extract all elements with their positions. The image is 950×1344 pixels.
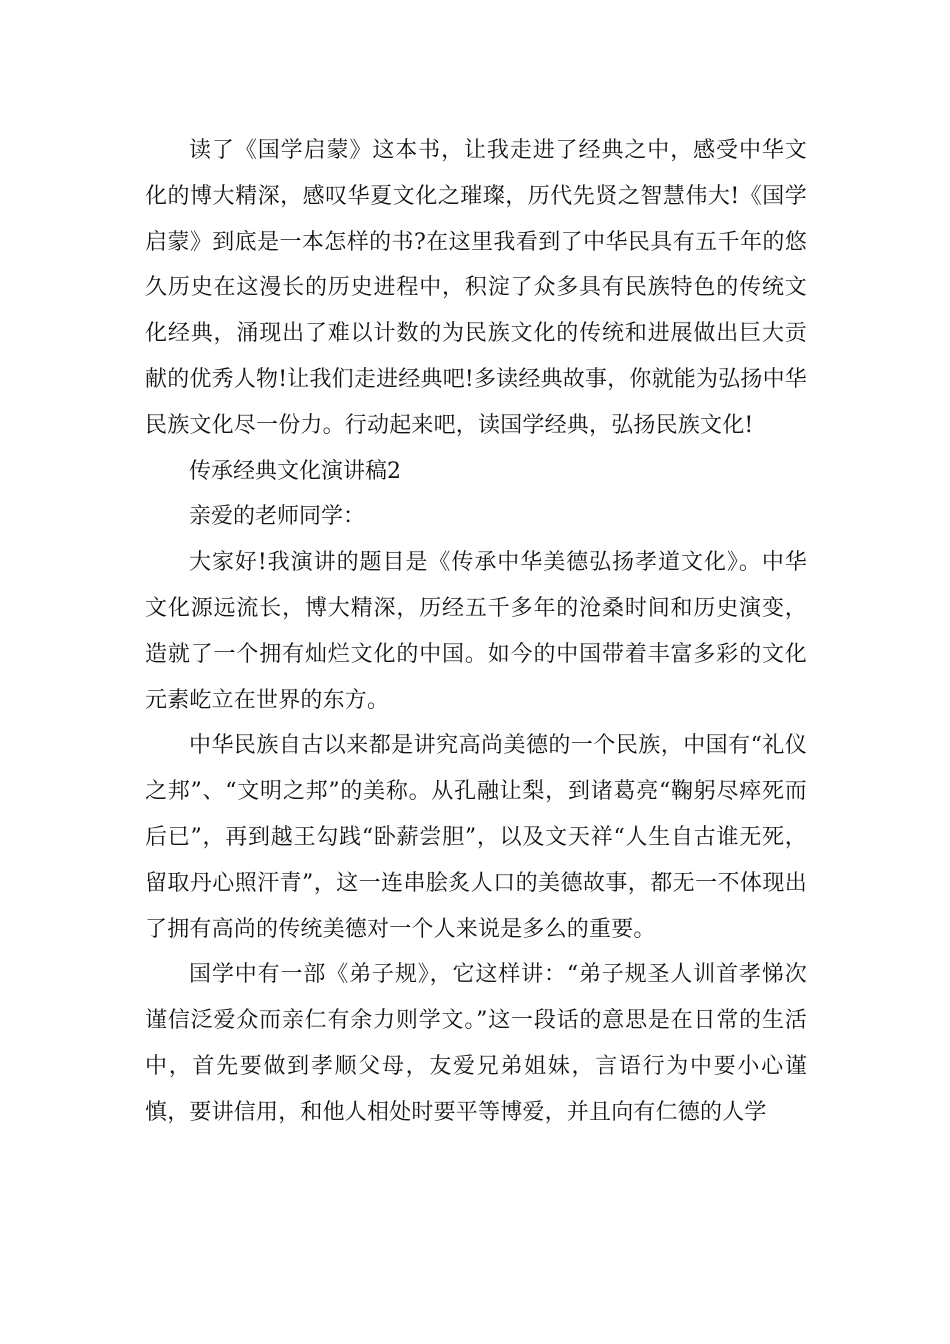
salutation: 亲爱的老师同学： xyxy=(189,504,366,530)
paragraph-virtue-stories: 中华民族自古以来都是讲究高尚美德的一个民族，中国有“礼仪之邦”、“文明之邦”的美称。从孔融让梨，到诸葛亮“鞠躬尽瘁死而后已”，再到越王勾践“卧薪尝胆”，以及文天祥“人生自古谁无死，留取丹心照汗青”，这一连串脍炙人口的美德故事，都无一不体现出了拥有高尚的传统美德对一个人来说是多么的重要。 xyxy=(145,733,807,942)
paragraph-greeting: 大家好!我演讲的题目是《传承中华美德弘扬孝道文化》。中华文化源远流长，博大精深，历经五千多年的沧桑时间和历史演变，造就了一个拥有灿烂文化的中国。如今的中国带着丰富多彩的文化元素屹立在世界的东方。 xyxy=(145,550,807,713)
paragraph-dizigui: 国学中有一部《弟子规》，它这样讲：“弟子规圣人训首孝悌次谨信泛爱众而亲仁有余力则学文。”这一段话的意思是在日常的生活中，首先要做到孝顺父母，友爱兄弟姐妹，言语行为中要小心谨慎，要讲信用，和他人相处时要平等博爱，并且向有仁德的人学 xyxy=(145,962,807,1125)
paragraph-guoxue-qimeng: 读了《国学启蒙》这本书，让我走进了经典之中，感受中华文化的博大精深，感叹华夏文化之璀璨，历代先贤之智慧伟大!《国学启蒙》到底是一本怎样的书?在这里我看到了中华民具有五千年的悠久历史在这漫长的历史进程中，积淀了众多具有民族特色的传统文化经典，涌现出了难以计数的为民族文化的传统和进展做出巨大贡献的优秀人物!让我们走进经典吧!多读经典故事，你就能为弘扬中华民族文化尽一份力。行动起来吧，读国学经典，弘扬民族文化! xyxy=(145,138,807,438)
speech-title: 传承经典文化演讲稿2 xyxy=(189,458,401,484)
document-body xyxy=(145,128,807,1136)
